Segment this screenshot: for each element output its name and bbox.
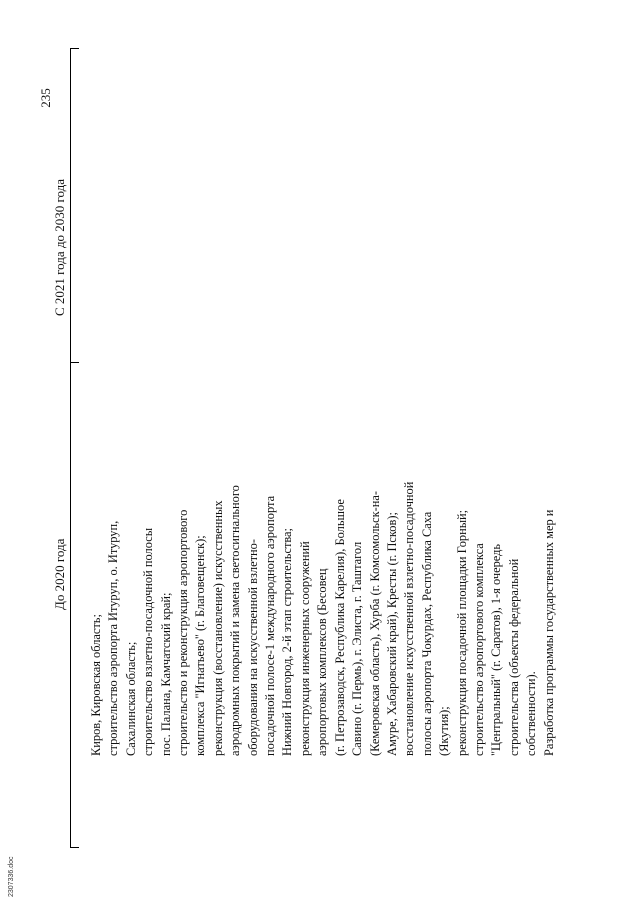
column-text-until-2020 (88, 456, 558, 756)
document-code: 2307336.doc (8, 856, 15, 897)
text-line: комплекса "Игнатьево" (г. Благовещенск); (193, 535, 208, 756)
text-line: пос. Палана, Камчатский край; (158, 592, 173, 756)
text-line: аэропортовых комплексов (Бесовец (315, 568, 330, 756)
text-line: строительство и реконструкция аэропортового (176, 509, 191, 756)
table-left-tick (71, 847, 79, 848)
text-line: строительство аэропортового комплекса (471, 543, 486, 756)
page-number: 235 (38, 88, 53, 108)
text-line: собственности). (524, 671, 539, 756)
column-header-2021-2030: С 2021 года до 2030 года (52, 178, 67, 316)
text-line: Разработка программы государственных мер и (541, 509, 556, 756)
text-line: реконструкция (восстановление) искусственных (210, 500, 225, 756)
text-line: строительства (объекты федеральной (506, 558, 521, 756)
text-line: посадочной полосе-1 международного аэропорта (263, 495, 278, 756)
rotated-table (30, 48, 570, 848)
column-divider-tick (71, 362, 79, 363)
text-line: восстановление искусственной взлетно-посадочной (402, 481, 417, 756)
text-line: (г. Петрозаводск, Республика Карелия), Большое (332, 499, 347, 756)
text-line: полосы аэропорта Чокурдах, Республика Саха (419, 511, 434, 756)
text-line: Амуре, Хабаровский край), Кресты (г. Псков); (384, 512, 399, 756)
text-line: реконструкция посадочной площадки Горный; (454, 509, 469, 756)
text-line: строительство аэропорта Итуруп, о. Итуруп, (106, 520, 121, 756)
text-line: (Якутия); (437, 706, 452, 756)
text-line: Сахалинская область; (123, 641, 138, 756)
text-line: Нижний Новгород, 2-й этап строительства; (280, 527, 295, 756)
table-right-tick (71, 48, 79, 49)
text-line: (Кемеровская область), Хурба (г. Комсомольск-на- (367, 491, 382, 756)
text-line: "Центральный" (г. Саратов), 1-я очередь (489, 543, 504, 756)
text-line: Савино (г. Пермь), г. Элиста, г. Таштагол (350, 541, 365, 756)
text-line: аэродромных покрытий и замена светосигнального (228, 485, 243, 756)
text-line: оборудования на искусственной взлетно- (245, 539, 260, 756)
text-line: строительство взлетно-посадочной полосы (141, 527, 156, 756)
text-line: реконструкция инженерных сооружений (297, 541, 312, 756)
column-header-until-2020: До 2020 года (52, 538, 67, 610)
table-top-rule (70, 48, 71, 848)
text-line: Киров, Кировская область; (89, 614, 103, 756)
